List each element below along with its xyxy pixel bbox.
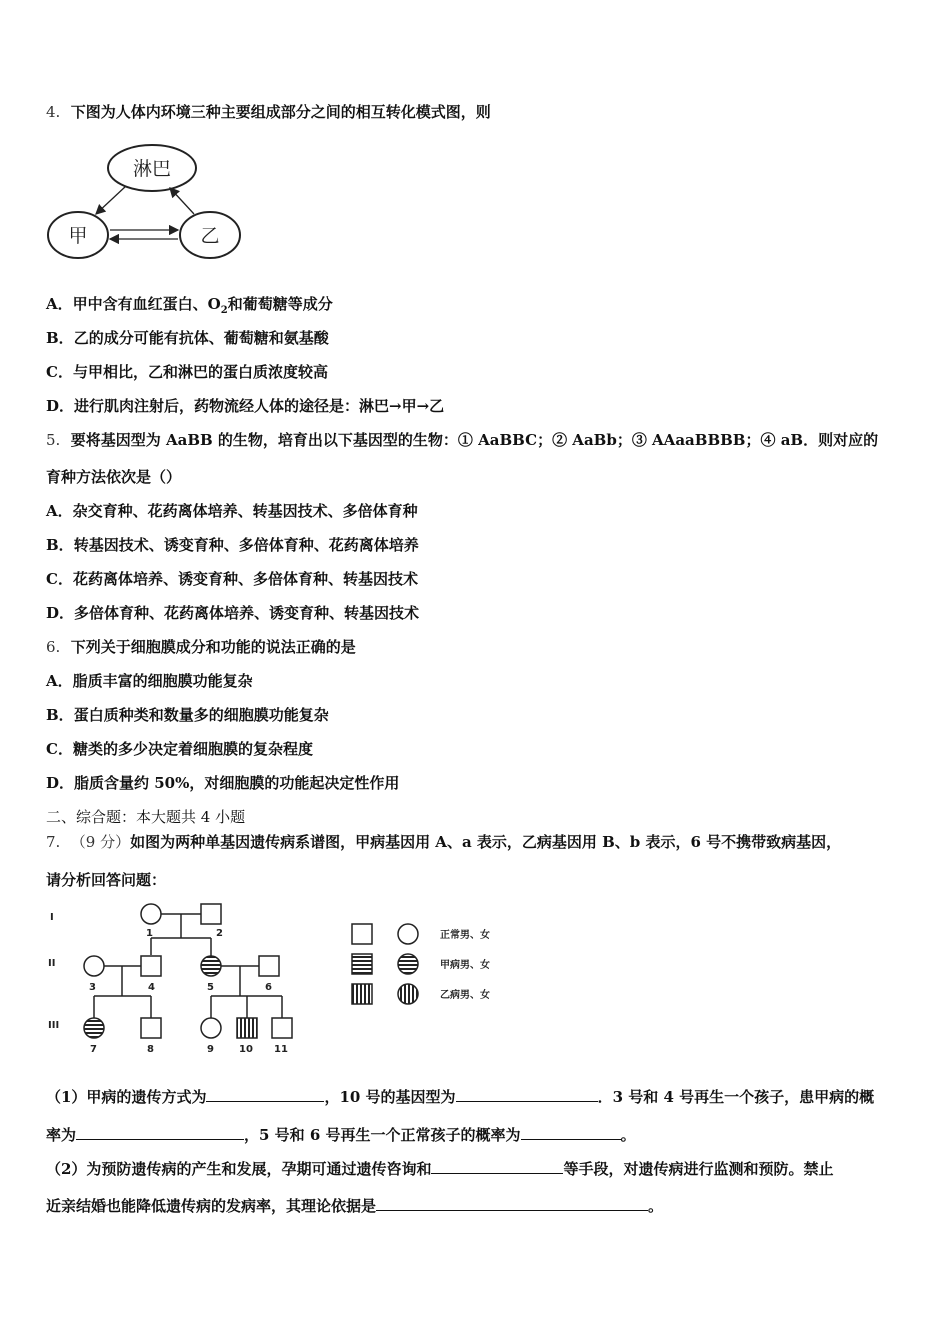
answer-blank-inheritance[interactable] <box>206 1087 324 1102</box>
individual-1 <box>141 904 161 924</box>
individual-4 <box>141 956 161 976</box>
generation-label-2: II <box>48 958 56 969</box>
legend-yi-label: 乙病男、女 <box>440 990 490 1001</box>
q5-option-d: D．多倍体育种、花药离体培养、诱变育种、转基因技术 <box>46 604 420 622</box>
individual-label-3: 3 <box>89 982 96 993</box>
individual-8 <box>141 1018 161 1038</box>
individual-label-4: 4 <box>148 982 155 993</box>
individual-label-8: 8 <box>147 1044 154 1055</box>
individual-10 <box>237 1018 257 1038</box>
q7-stem-line1: 7. （9 分）如图为两种单基因遗传病系谱图，甲病基因用 A、a 表示，乙病基因用 B、b 表示，6 号不携带致病基因， <box>46 833 842 851</box>
individual-6 <box>259 956 279 976</box>
q5-option-b: B．转基因技术、诱变育种、多倍体育种、花药离体培养 <box>46 536 419 554</box>
individual-label-10: 10 <box>239 1044 253 1055</box>
section-title: 二、综合题：本大题共 4 小题 <box>46 808 246 826</box>
pedigree-chart <box>44 900 524 1060</box>
q5-stem-line2: 育种方法依次是（） <box>46 468 182 486</box>
individual-label-7: 7 <box>90 1044 97 1055</box>
q6-option-c: C．糖类的多少决定着细胞膜的复杂程度 <box>46 740 313 758</box>
answer-blank-probability-jia[interactable] <box>76 1125 244 1140</box>
q7-stem-line2: 请分析回答问题： <box>46 871 167 889</box>
jia-label: 甲 <box>68 225 88 247</box>
legend-jia-label: 甲病男、女 <box>440 960 490 971</box>
legend-jia-male <box>352 954 372 974</box>
answer-blank-prenatal-method[interactable] <box>431 1159 563 1174</box>
individual-5 <box>201 956 221 976</box>
q7-sub2-line1: （2）为预防遗传病的产生和发展，孕期可通过遗传咨询和 等手段，对遗传病进行监测和预防。禁止 <box>46 1160 834 1178</box>
q4-option-d: D．进行肌肉注射后，药物流经人体的途径是：淋巴→甲→乙 <box>46 397 445 415</box>
yi-label: 乙 <box>200 225 220 247</box>
q7-sub1-line1: （1）甲病的遗传方式为 ，10 号的基因型为 ．3 号和 4 号再生一个孩子，患甲病的概 <box>46 1088 875 1106</box>
answer-blank-probability-normal[interactable] <box>521 1125 621 1140</box>
q5-stem-line1: 5. 要将基因型为 AaBB 的生物，培育出以下基因型的生物：① AaBBC；② AaBb；③ AAaaBBBB；④ aB．则对应的 <box>46 431 879 449</box>
q4-stem: 4. 下图为人体内环境三种主要组成部分之间的相互转化模式图，则 <box>46 103 491 121</box>
q6-option-b: B．蛋白质种类和数量多的细胞膜功能复杂 <box>46 706 329 724</box>
q4-option-c: C．与甲相比，乙和淋巴的蛋白质浓度较高 <box>46 363 328 381</box>
q5-option-a: A．杂交育种、花药离体培养、转基因技术、多倍体育种 <box>46 502 418 520</box>
legend-normal-female <box>398 924 418 944</box>
q7-sub2-line2: 近亲结婚也能降低遗传病的发病率，其理论依据是 。 <box>46 1197 664 1215</box>
answer-blank-genotype-10[interactable] <box>456 1087 598 1102</box>
legend-yi-male <box>352 984 372 1004</box>
generation-label-3: III <box>48 1020 60 1031</box>
individual-9 <box>201 1018 221 1038</box>
individual-label-5: 5 <box>207 982 214 993</box>
legend-jia-female <box>398 954 418 974</box>
arrow-yi-to-lymph <box>170 188 194 214</box>
legend-normal-label: 正常男、女 <box>440 930 490 941</box>
answer-blank-theory[interactable] <box>376 1196 648 1211</box>
individual-7 <box>84 1018 104 1038</box>
generation-label-1: I <box>50 912 54 923</box>
individual-label-11: 11 <box>274 1044 288 1055</box>
q5-option-c: C．花药离体培养、诱变育种、多倍体育种、转基因技术 <box>46 570 418 588</box>
q6-option-d: D．脂质含量约 50%，对细胞膜的功能起决定性作用 <box>46 774 400 792</box>
individual-label-1: 1 <box>146 928 153 939</box>
legend-normal-male <box>352 924 372 944</box>
individual-label-9: 9 <box>207 1044 214 1055</box>
q4-diagram <box>44 140 249 265</box>
q4-option-a: A．甲中含有血红蛋白、$O_2$和葡萄糖等成分 <box>46 295 333 316</box>
q6-option-a: A．脂质丰富的细胞膜功能复杂 <box>46 672 253 690</box>
legend-yi-female <box>398 984 418 1004</box>
q4-option-b: B．乙的成分可能有抗体、葡萄糖和氨基酸 <box>46 329 329 347</box>
arrow-lymph-to-jia <box>96 186 126 214</box>
lymph-label: 淋巴 <box>132 158 172 180</box>
q7-sub1-line2: 率为 ，5 号和 6 号再生一个正常孩子的概率为 。 <box>46 1126 636 1144</box>
individual-3 <box>84 956 104 976</box>
individual-label-6: 6 <box>265 982 272 993</box>
individual-2 <box>201 904 221 924</box>
q6-stem: 6. 下列关于细胞膜成分和功能的说法正确的是 <box>46 638 356 656</box>
individual-11 <box>272 1018 292 1038</box>
individual-label-2: 2 <box>216 928 223 939</box>
